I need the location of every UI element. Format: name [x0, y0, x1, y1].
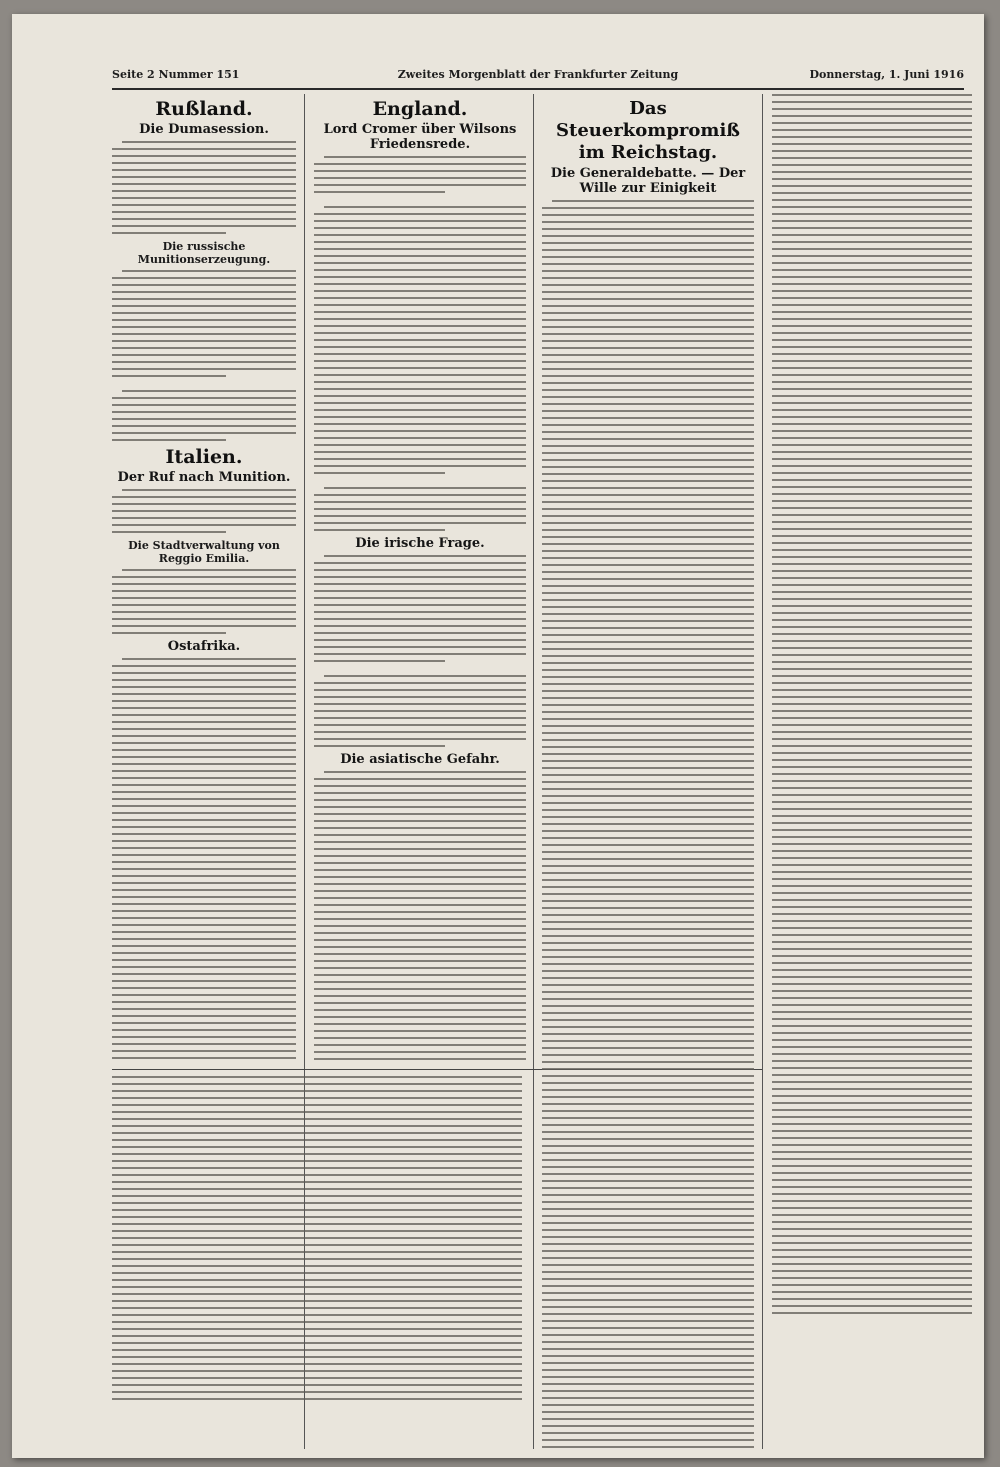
headline-russland: Rußland.	[155, 98, 253, 120]
subhead-lord-cromer: Lord Cromer über Wilsons Friedensrede.	[323, 122, 517, 152]
column-rule	[533, 94, 534, 1449]
article-text-block	[772, 94, 972, 1314]
masthead	[112, 62, 964, 90]
article-text-block	[314, 555, 526, 747]
headline-england: England.	[372, 98, 468, 120]
column-rule	[762, 94, 763, 1449]
article-text-block	[112, 141, 296, 234]
subhead-generaldebatte: Die Generaldebatte. — Der Wille zur Einigkeit	[550, 166, 746, 196]
article-text-block	[112, 270, 296, 441]
article-text-block	[542, 200, 754, 1449]
column-russia-italy-africa	[112, 94, 296, 1062]
article-text-block	[112, 658, 296, 1062]
headline-asiatische-gefahr: Die asiatische Gefahr.	[340, 752, 500, 767]
article-text-block	[112, 1076, 522, 1400]
subhead-ruf-nach-munition: Der Ruf nach Munition.	[117, 470, 291, 485]
headline-irische-frage: Die irische Frage.	[355, 536, 485, 551]
subhead-munitionserzeugung: Die russische Munitionserzeugung.	[137, 240, 271, 266]
article-text-block	[314, 771, 526, 1062]
headline-italien: Italien.	[165, 446, 243, 468]
article-text-block	[112, 569, 296, 634]
issue-date: Donnerstag, 1. Juni 1916	[809, 68, 964, 81]
article-text-block	[112, 489, 296, 533]
column-steuerkompromiss	[542, 94, 754, 1449]
headline-steuerkompromiss: Das Steuerkompromiß im Reichstag.	[556, 98, 740, 163]
subhead-dumasession: Die Dumasession.	[139, 122, 269, 137]
headline-ostafrika: Ostafrika.	[167, 639, 241, 654]
subhead-reggio-emilia: Die Stadtverwaltung von Reggio Emilia.	[128, 539, 280, 565]
newspaper-title: Zweites Morgenblatt der Frankfurter Zeitung	[397, 68, 679, 81]
newspaper-page	[12, 14, 984, 1458]
column-continuation	[772, 94, 972, 1449]
feuilleton-section	[112, 1076, 522, 1446]
article-text-block	[314, 156, 526, 531]
column-england	[314, 94, 526, 1062]
page-number-label: Seite 2 Nummer 151	[112, 68, 240, 81]
